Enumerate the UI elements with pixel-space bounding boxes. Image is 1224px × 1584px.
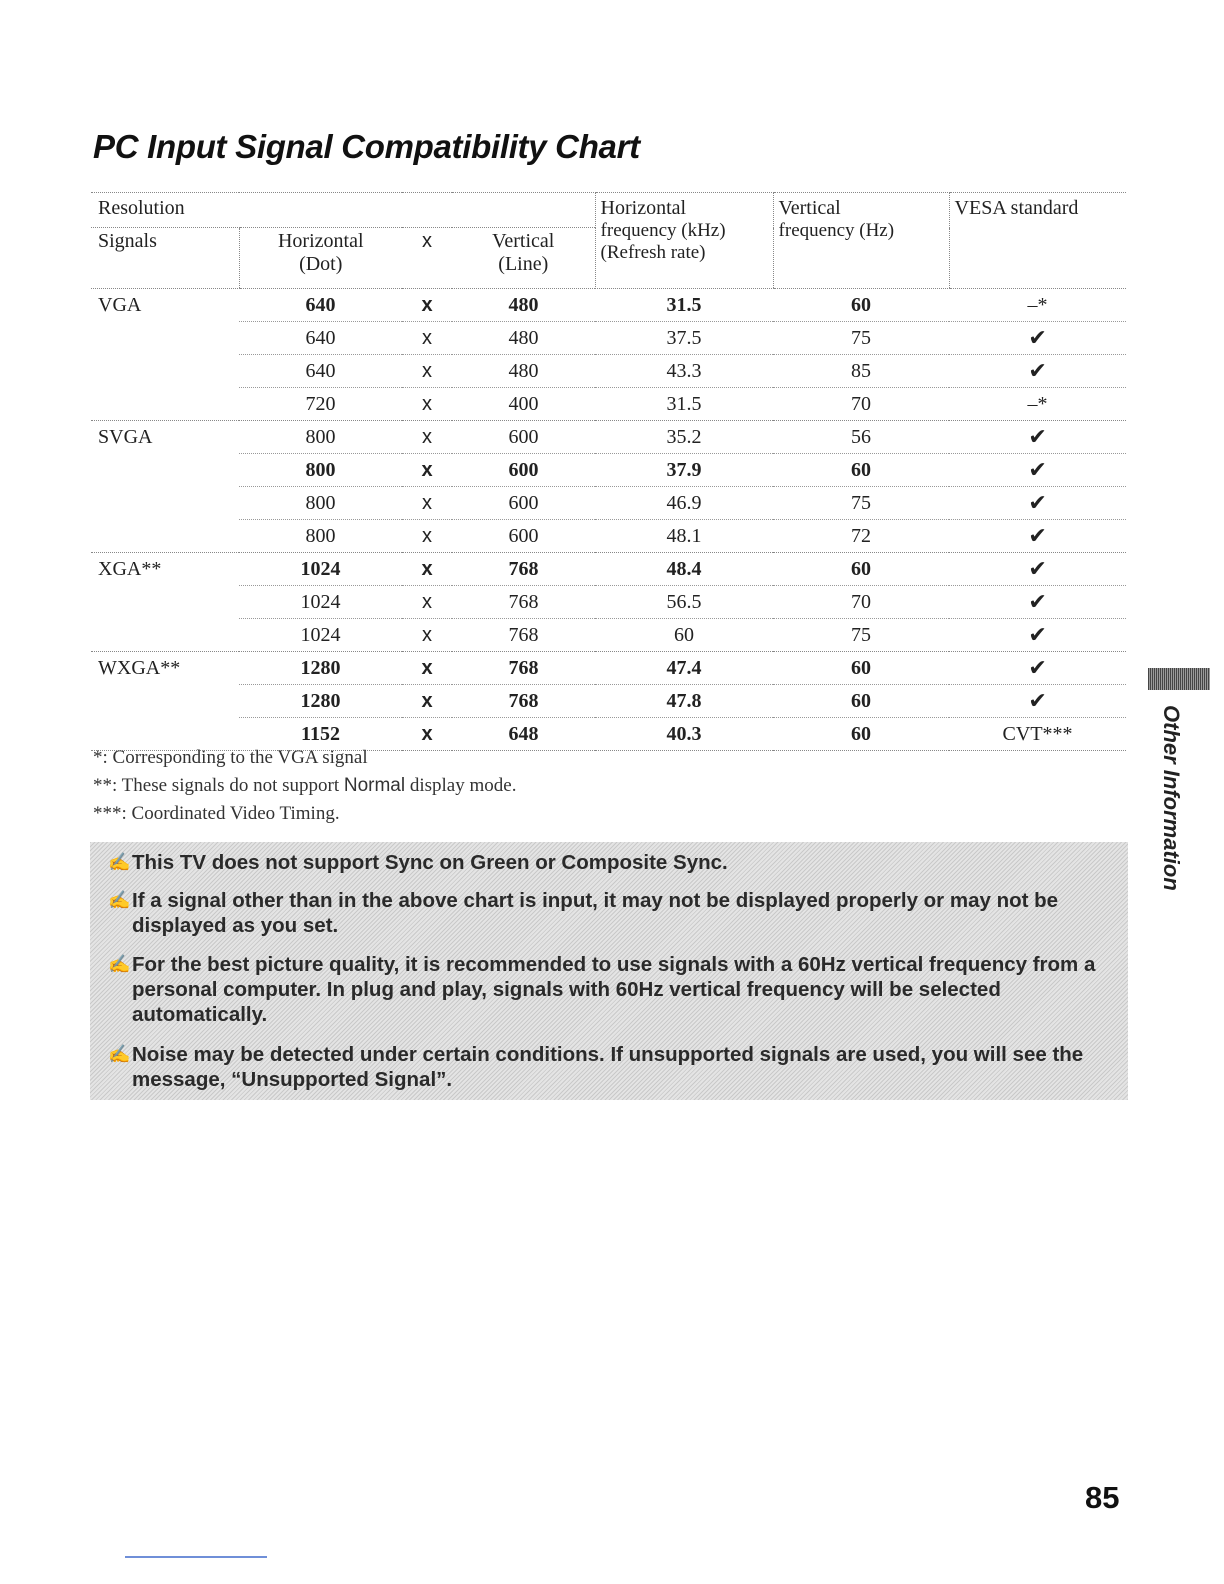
cell-x: x — [402, 322, 452, 355]
cell-x: x — [402, 454, 452, 487]
cell-vertical-line: 480 — [452, 289, 595, 322]
cell-x: x — [402, 388, 452, 421]
cell-vertical-frequency: 72 — [773, 520, 949, 553]
page-title: PC Input Signal Compatibility Chart — [93, 128, 640, 165]
pencil-note-icon: ✍ — [108, 954, 131, 974]
pencil-note-icon: ✍ — [108, 890, 131, 910]
cell-horizontal-dot: 1024 — [239, 553, 402, 586]
cell-vertical-line: 768 — [452, 586, 595, 619]
footnote-cvt: ***: Coordinated Video Timing. — [93, 803, 340, 824]
header-horizontal-frequency: Horizontal frequency (kHz) (Refresh rate) — [595, 193, 773, 289]
warning-item: ✍ Noise may be detected under certain conditions. If unsupported signals are used, you will see the message, “Unsupported Signal”. — [108, 1043, 1084, 1091]
cell-x: x — [402, 355, 452, 388]
cell-vertical-frequency: 75 — [773, 487, 949, 520]
cell-vertical-line: 600 — [452, 454, 595, 487]
cell-vesa: ✔ — [949, 454, 1126, 487]
cell-vertical-frequency: 60 — [773, 652, 949, 685]
cell-x: x — [402, 685, 452, 718]
pencil-note-icon: ✍ — [108, 852, 131, 872]
cell-x: x — [402, 421, 452, 454]
cell-signal — [91, 355, 239, 388]
table-row — [91, 421, 1126, 454]
cell-horizontal-frequency: 37.5 — [595, 322, 773, 355]
cell-horizontal-dot: 640 — [239, 322, 402, 355]
warning-item: ✍ This TV does not support Sync on Green or Composite Sync. — [108, 851, 728, 874]
cell-horizontal-dot: 1280 — [239, 685, 402, 718]
cell-vesa: ✔ — [949, 322, 1126, 355]
cell-signal: WXGA** — [91, 652, 239, 685]
cell-x: x — [402, 619, 452, 652]
page-number: 85 — [1085, 1480, 1120, 1515]
cell-horizontal-frequency: 56.5 — [595, 586, 773, 619]
cell-horizontal-dot: 640 — [239, 355, 402, 388]
cell-vertical-frequency: 60 — [773, 685, 949, 718]
cell-vertical-frequency: 75 — [773, 322, 949, 355]
warning-box — [90, 842, 1128, 1100]
cell-vertical-line: 768 — [452, 685, 595, 718]
cell-vertical-line: 648 — [452, 718, 595, 751]
cell-vertical-line: 768 — [452, 652, 595, 685]
cell-signal — [91, 454, 239, 487]
cell-vesa: CVT*** — [949, 718, 1126, 751]
cell-x: x — [402, 520, 452, 553]
cell-vertical-frequency: 70 — [773, 586, 949, 619]
cell-horizontal-dot: 1152 — [239, 718, 402, 751]
cell-x: x — [402, 652, 452, 685]
table-header-row — [91, 193, 1126, 228]
cell-horizontal-dot: 1280 — [239, 652, 402, 685]
cell-horizontal-dot: 720 — [239, 388, 402, 421]
table-row — [91, 685, 1126, 718]
cell-vesa: ✔ — [949, 487, 1126, 520]
cell-horizontal-frequency: 37.9 — [595, 454, 773, 487]
cell-vesa: ✔ — [949, 586, 1126, 619]
table-row — [91, 388, 1126, 421]
cell-x: x — [402, 487, 452, 520]
cell-vertical-frequency: 60 — [773, 718, 949, 751]
cell-horizontal-frequency: 60 — [595, 619, 773, 652]
cell-horizontal-frequency: 46.9 — [595, 487, 773, 520]
cell-horizontal-dot: 1024 — [239, 586, 402, 619]
cell-vertical-frequency: 60 — [773, 454, 949, 487]
table-row — [91, 520, 1126, 553]
cell-vertical-frequency: 60 — [773, 553, 949, 586]
cell-horizontal-frequency: 47.8 — [595, 685, 773, 718]
header-vertical-line: Vertical (Line) — [452, 228, 595, 289]
table-row — [91, 586, 1126, 619]
cell-signal: XGA** — [91, 553, 239, 586]
table-row — [91, 553, 1126, 586]
cell-signal — [91, 685, 239, 718]
footnote-normal-mode: **: These signals do not support Normal display mode. — [93, 775, 517, 796]
cell-vertical-line: 600 — [452, 487, 595, 520]
cell-horizontal-frequency: 48.1 — [595, 520, 773, 553]
cell-vertical-line: 480 — [452, 322, 595, 355]
cell-vertical-line: 400 — [452, 388, 595, 421]
cell-signal: VGA — [91, 289, 239, 322]
table-row — [91, 487, 1126, 520]
cell-vertical-line: 600 — [452, 520, 595, 553]
table-row — [91, 652, 1126, 685]
cell-horizontal-frequency: 31.5 — [595, 289, 773, 322]
cell-vertical-line: 768 — [452, 619, 595, 652]
cell-horizontal-frequency: 40.3 — [595, 718, 773, 751]
cell-vesa: ✔ — [949, 685, 1126, 718]
footnotes — [93, 744, 516, 828]
table-row — [91, 355, 1126, 388]
header-vertical-frequency: Vertical frequency (Hz) — [773, 193, 949, 289]
cell-horizontal-dot: 800 — [239, 421, 402, 454]
cell-signal — [91, 388, 239, 421]
cell-vesa: –* — [949, 388, 1126, 421]
cell-horizontal-dot: 800 — [239, 487, 402, 520]
cell-vertical-frequency: 70 — [773, 388, 949, 421]
cell-vertical-line: 600 — [452, 421, 595, 454]
cell-vesa: –* — [949, 289, 1126, 322]
warning-item: ✍ If a signal other than in the above chart is input, it may not be displayed properly or may not be displayed as you set. — [108, 889, 1059, 937]
cell-signal — [91, 487, 239, 520]
header-vesa-standard: VESA standard — [949, 193, 1126, 289]
cell-vesa: ✔ — [949, 421, 1126, 454]
cell-vesa: ✔ — [949, 355, 1126, 388]
cell-vertical-frequency: 60 — [773, 289, 949, 322]
cell-horizontal-frequency: 43.3 — [595, 355, 773, 388]
cell-horizontal-frequency: 35.2 — [595, 421, 773, 454]
cell-x: x — [402, 586, 452, 619]
header-signals: Signals — [91, 228, 239, 289]
cell-vertical-line: 768 — [452, 553, 595, 586]
cell-signal — [91, 619, 239, 652]
cell-horizontal-frequency: 48.4 — [595, 553, 773, 586]
cell-vesa: ✔ — [949, 619, 1126, 652]
cell-signal — [91, 586, 239, 619]
cell-horizontal-dot: 640 — [239, 289, 402, 322]
cell-vesa: ✔ — [949, 652, 1126, 685]
cell-horizontal-frequency: 47.4 — [595, 652, 773, 685]
section-tab-label: Other Information — [1159, 705, 1184, 891]
cell-vesa: ✔ — [949, 553, 1126, 586]
table-row — [91, 289, 1126, 322]
cell-signal — [91, 322, 239, 355]
cell-horizontal-dot: 1024 — [239, 619, 402, 652]
cell-vertical-line: 480 — [452, 355, 595, 388]
header-horizontal-dot: Horizontal (Dot) — [239, 228, 402, 289]
table-row — [91, 454, 1126, 487]
cell-vertical-frequency: 75 — [773, 619, 949, 652]
cell-horizontal-dot: 800 — [239, 454, 402, 487]
signal-compatibility-table — [91, 192, 1126, 751]
cell-x: x — [402, 553, 452, 586]
table-row — [91, 322, 1126, 355]
footnote-vga: *: Corresponding to the VGA signal — [93, 747, 368, 768]
footer-rule — [125, 1556, 267, 1558]
table-row — [91, 619, 1126, 652]
pencil-note-icon: ✍ — [108, 1044, 131, 1064]
section-tab-marker — [1148, 668, 1210, 690]
header-resolution: Resolution — [91, 193, 595, 228]
cell-signal: SVGA — [91, 421, 239, 454]
header-x: x — [402, 228, 452, 289]
cell-vesa: ✔ — [949, 520, 1126, 553]
cell-horizontal-frequency: 31.5 — [595, 388, 773, 421]
warning-item: ✍ For the best picture quality, it is recommended to use signals with a 60Hz vertical frequency from a personal computer. In plug and play, signals with 60Hz vertical frequency will be selected automatically. — [108, 953, 1096, 1026]
cell-x: x — [402, 718, 452, 751]
cell-x: x — [402, 289, 452, 322]
cell-horizontal-dot: 800 — [239, 520, 402, 553]
cell-vertical-frequency: 56 — [773, 421, 949, 454]
cell-signal — [91, 520, 239, 553]
cell-vertical-frequency: 85 — [773, 355, 949, 388]
